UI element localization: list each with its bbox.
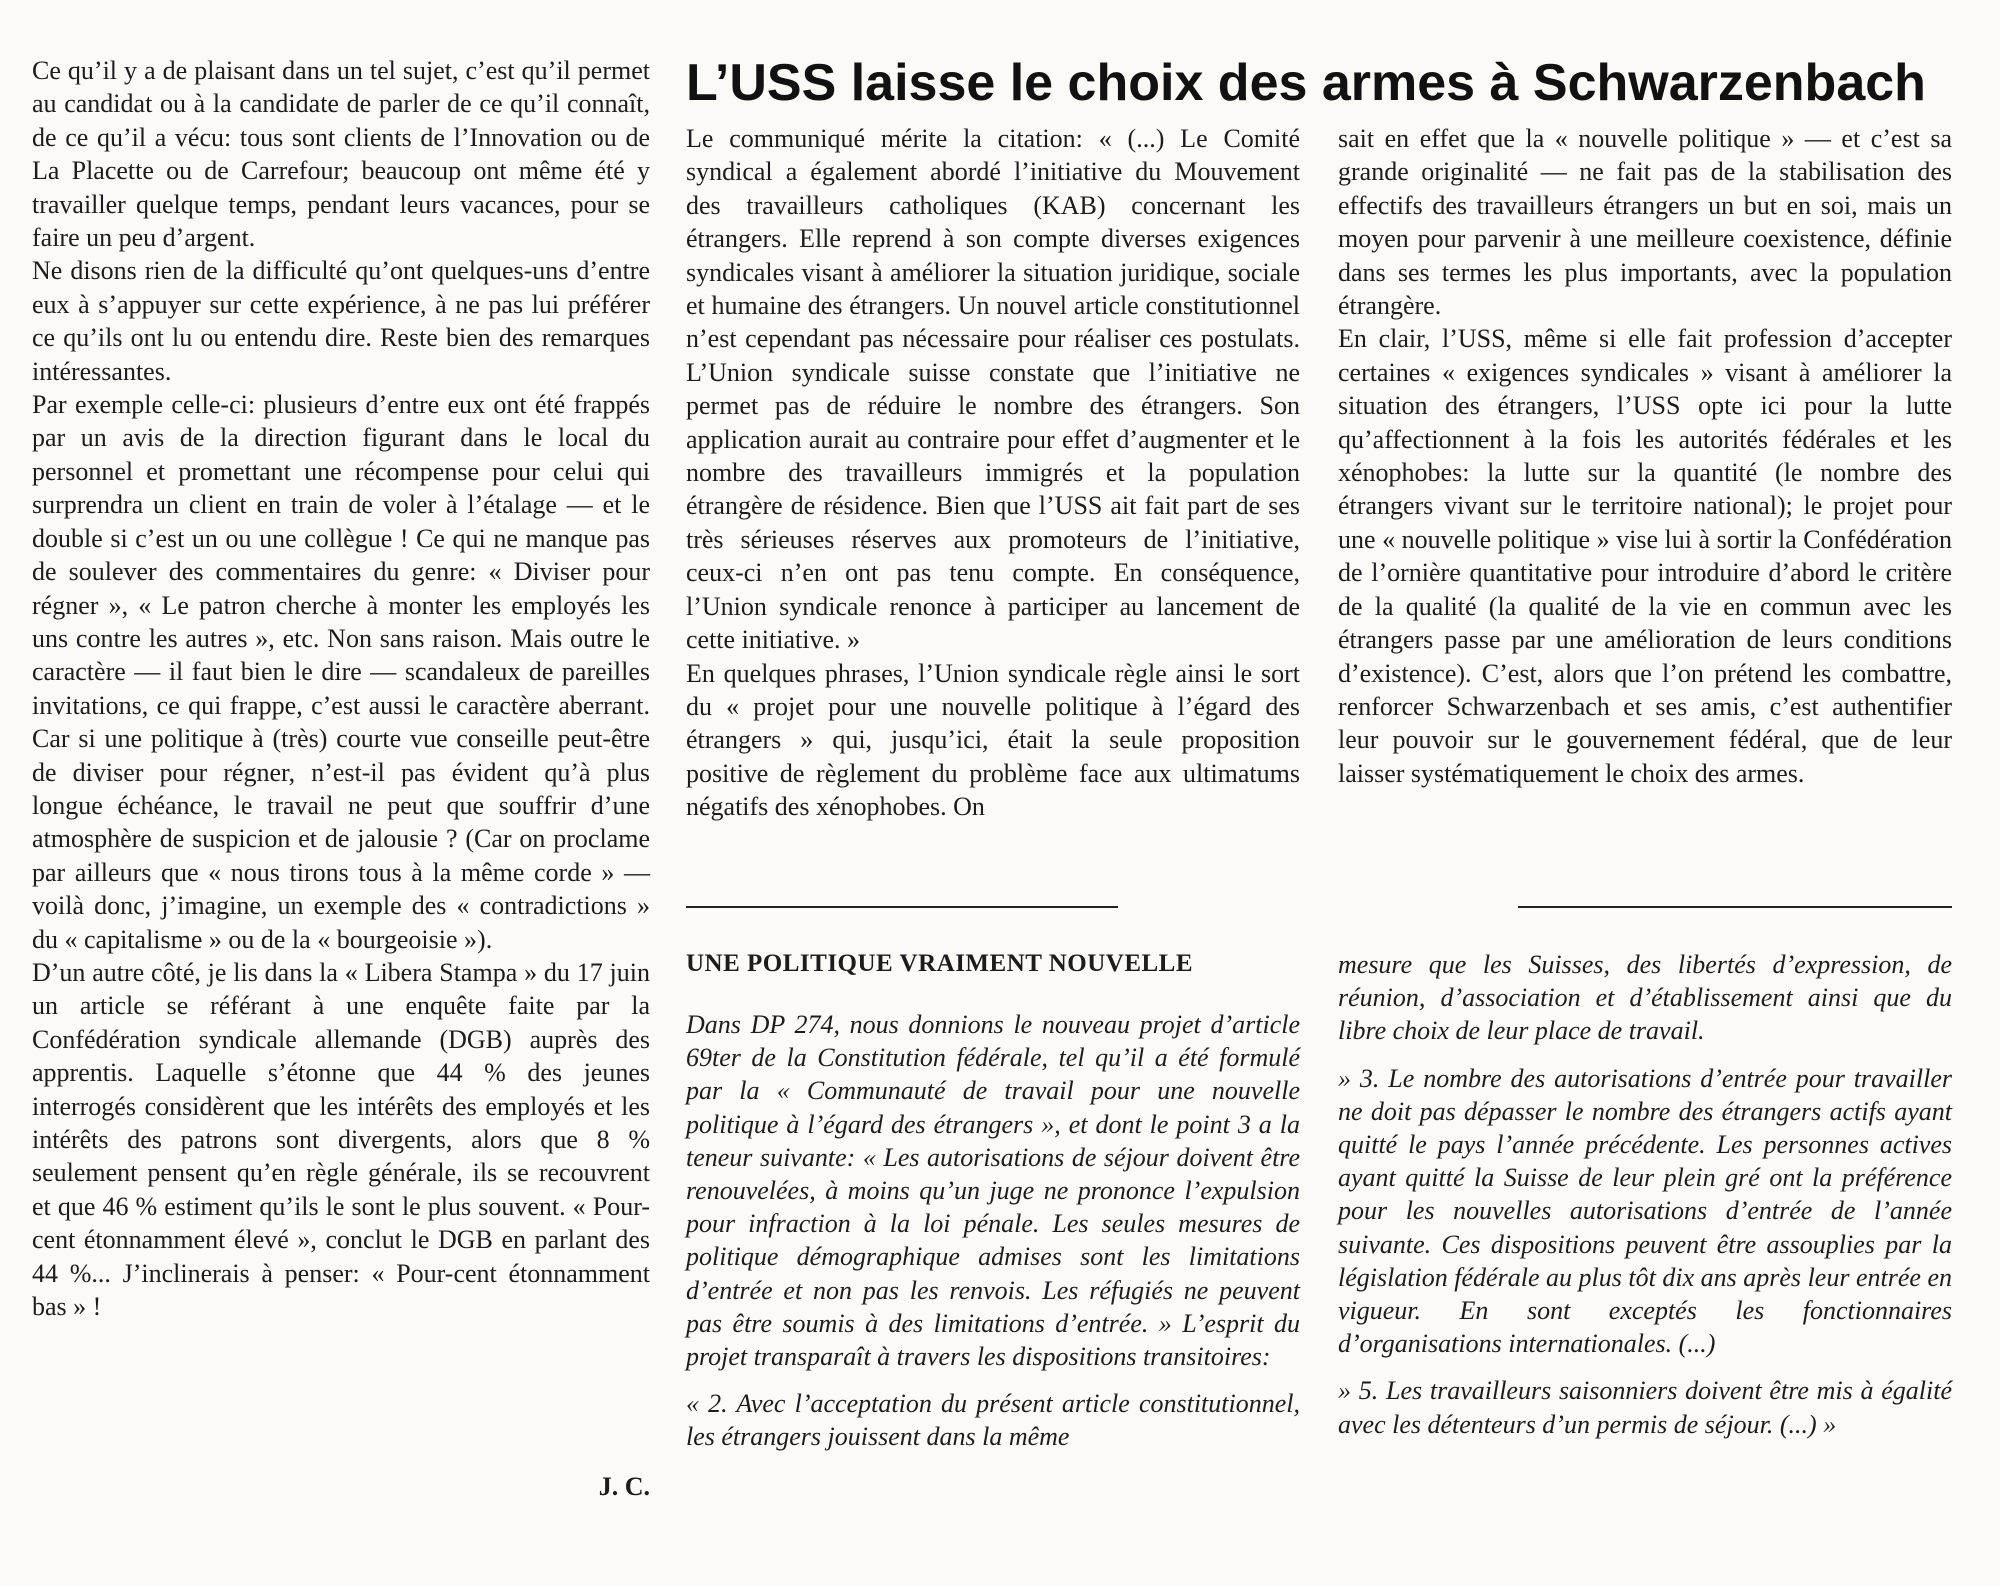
author-signature: J. C. <box>598 1472 650 1501</box>
divider-rule <box>686 906 1118 908</box>
article-column-middle <box>686 122 1300 824</box>
paragraph: En quelques phrases, l’Union syndicale règle ainsi le sort du « projet pour une nouvelle politique à l’égard des étrangers » qui, jusqu’ici, était la seule proposition positive de règlement du problème face aux ultimatums négatifs des xénophobes. On <box>686 658 1300 822</box>
paragraph: « 2. Avec l’acceptation du présent article constitutionnel, les étrangers jouissent dans la même <box>686 1389 1300 1452</box>
paragraph: Dans DP 274, nous donnions le nouveau projet d’article 69ter de la Constitution fédérale, tel qu’il a été formulé par la « Communauté de travail pour une nouvelle politique à l’égard des étrangers », et dont le point 3 a la teneur suivante: « Les autorisations de séjour doivent être renouvelées, à moins qu’un juge ne prononce l’expulsion pour infraction à la loi pénale. Les seules mesures de politique démographique admises sont les limitations d’entrée et non pas les renvois. Les réfugiés ne peuvent pas être soumis à des limitations d’entrée. » L’esprit du projet transparaît à travers les dispositions transitoires: <box>686 1010 1300 1372</box>
left-column <box>32 54 650 1323</box>
sidebar-column-middle <box>686 1008 1300 1454</box>
divider-rule <box>1518 906 1952 908</box>
paragraph: Ne disons rien de la difficulté qu’ont quelques-uns d’entre eux à s’appuyer sur cette expérience, à ne pas lui préférer ce qu’ils ont lu ou entendu dire. Reste bien des remarques intéressantes. <box>32 256 650 386</box>
paragraph: » 5. Les travailleurs saisonniers doivent être mis à égalité avec les détenteurs d’un permis de séjour. (...) » <box>1338 1376 1952 1439</box>
paragraph: D’un autre côté, je lis dans la « Libera Stampa » du 17 juin un article se référant à une enquête faite par la Confédération syndicale allemande (DGB) auprès des apprentis. Laquelle s’étonne que 44 % des jeunes interrogés considèrent que les intérêts des employés et les intérêts des patrons sont divergents, alors que 8 % seulement pensent qu’en règle générale, ils se recouvrent et que 46 % estiment qu’ils le sont le plus souvent. « Pour-cent étonnamment élevé », conclut le DGB en parlant des 44 %... J’inclinerais à penser: « Pour-cent étonnamment bas » ! <box>32 957 650 1322</box>
paragraph: En clair, l’USS, même si elle fait profession d’accepter certaines « exigences syndicales » visant à améliorer la situation des étrangers, l’USS opte ici pour la lutte qu’affectionnent à la fois les autorités fédérales et les xénophobes: la lutte sur la quantité (le nombre des étrangers vivant sur le territoire national); le projet pour une « nouvelle politique » vise lui à sortir la Confédération de l’ornière quantitative pour introduire d’abord le critère de la qualité (la qualité de la vie en commun avec les étrangers passe par une amélioration de leurs conditions d’existence). C’est, alors que l’on prétend les combattre, renforcer Schwarzenbach et ses amis, c’est authentifier leur pouvoir sur le gouvernement fédéral, que de leur laisser systématiquement le choix des armes. <box>1338 324 1952 788</box>
sidebar-column-right <box>1338 948 1952 1441</box>
article-column-right <box>1338 122 1952 790</box>
paragraph: Le communiqué mérite la citation: « (...) Le Comité syndical a également abordé l’initiative du Mouvement des travailleurs catholiques (KAB) concernant les étrangers. Elle reprend à son compte diverses exigences syndicales visant à améliorer la situation juridique, sociale et humaine des étrangers. Un nouvel article constitutionnel n’est cependant pas nécessaire pour réaliser ces postulats. L’Union syndicale suisse constate que l’initiative ne permet pas de réduire le nombre des étrangers. Son application aurait au contraire pour effet d’augmenter et le nombre des travailleurs immigrés et la population étrangère de résidence. Bien que l’USS ait fait part de ses très sérieuses réserves aux promoteurs de l’initiative, ceux-ci n’en ont pas tenu compte. En conséquence, l’Union syndicale renonce à participer au lancement de cette initiative. » <box>686 124 1300 655</box>
sidebar-heading: UNE POLITIQUE VRAIMENT NOUVELLE <box>686 950 1194 977</box>
paragraph: » 3. Le nombre des autorisations d’entrée pour travailler ne doit pas dépasser le nombre des étrangers actifs ayant quitté le pays l’année précédente. Les personnes actives ayant quitté la Suisse de leur plein gré ont la préférence pour les nouvelles autorisations d’entrée de l’année suivante. Ces dispositions peuvent être assouplies par la législation fédérale au plus tôt dix ans après leur entrée en vigueur. En sont exceptés les fonctionnaires d’organisations internationales. (...) <box>1338 1063 1952 1359</box>
paragraph: Ce qu’il y a de plaisant dans un tel sujet, c’est qu’il permet au candidat ou à la candidate de parler de ce qu’il connaît, de ce qu’il a vécu: tous sont clients de l’Innovation ou de La Placette ou de Carrefour; beaucoup ont même été y travailler quelque temps, pendant leurs vacances, pour se faire un peu d’argent. <box>32 56 650 253</box>
article-title: L’USS laisse le choix des armes à Schwarzenbach <box>686 54 1926 112</box>
paragraph: Par exemple celle-ci: plusieurs d’entre eux ont été frappés par un avis de la direction figurant dans le local du personnel et promettant une récompense pour celui qui surprendra un client en train de voler à l’étalage — et le double si c’est un ou une collègue ! Ce qui ne manque pas de soulever des commentaires du genre: « Diviser pour régner », « Le patron cherche à monter les employés les uns contre les autres », etc. Non sans raison. Mais outre le caractère — il faut bien le dire — scandaleux de pareilles invitations, ce qui frappe, c’est aussi le caractère aberrant. Car si une politique à (très) courte vue conseille peut-être de diviser pour régner, n’est-il pas évident qu’à plus longue échéance, le travail ne peut que souffrir d’une atmosphère de suspicion et de jalousie ? (Car on proclame par ailleurs que « nous tirons tous à la même corde » — voilà donc, j’imagine, un exemple des « contradictions » du « capitalisme » ou de la « bourgeoisie »). <box>32 390 650 954</box>
paragraph: mesure que les Suisses, des libertés d’expression, de réunion, d’association et d’établissement ainsi que du libre choix de leur place de travail. <box>1338 950 1952 1046</box>
paragraph: sait en effet que la « nouvelle politique » — et c’est sa grande originalité — ne fait pas de la stabilisation des effectifs des travailleurs étrangers un but en soi, mais un moyen pour parvenir à une meilleure coexistence, définie dans ses termes les plus importants, avec la population étrangère. <box>1338 124 1952 321</box>
